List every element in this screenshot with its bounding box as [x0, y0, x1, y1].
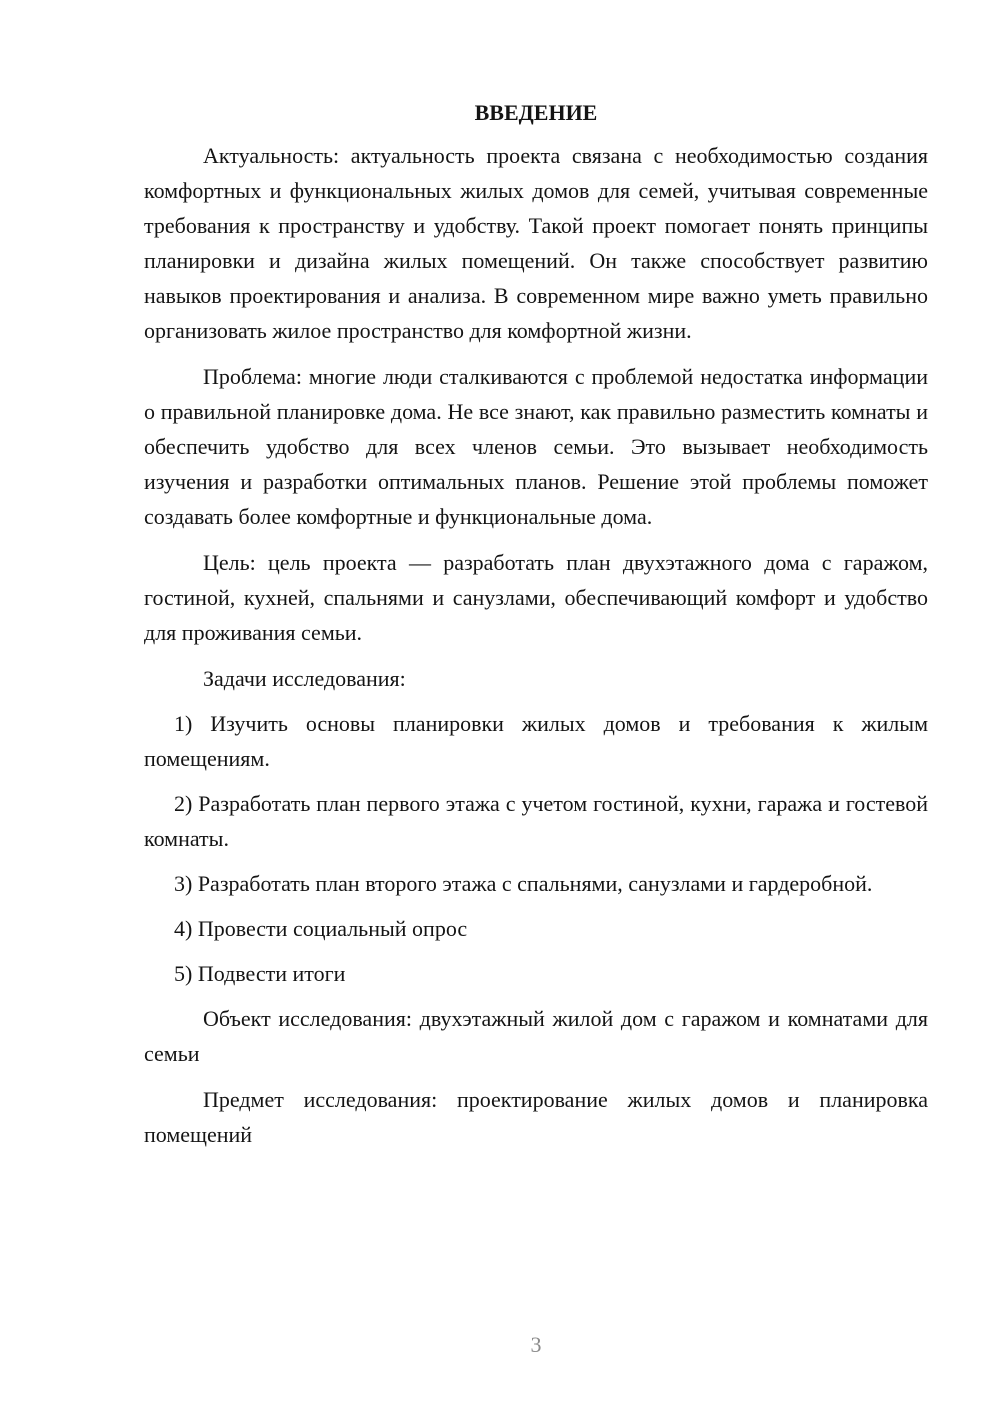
page-content [144, 95, 928, 1163]
section-heading: ВВЕДЕНИЕ [474, 100, 598, 125]
task-item: 2) Разработать план первого этажа с учетом гостиной, кухни, гаража и гостевой комнаты. [144, 791, 928, 851]
tasks-list [144, 706, 928, 991]
relevance-paragraph: Актуальность: актуальность проекта связана с необходимостью создания комфортных и функциональных жилых домов для семей, учитывая современные требования к пространству и удобству. Такой проект помогает понять принципы планировки и дизайна жилых помещений. Он также способствует развитию навыков проектирования и анализа. В современном мире важно уметь правильно организовать жилое пространство для комфортной жизни. [144, 143, 928, 343]
goal-paragraph: Цель: цель проекта — разработать план двухэтажного дома с гаражом, гостиной, кухней, спальнями и санузлами, обеспечивающий комфорт и удобство для проживания семьи. [144, 550, 928, 645]
task-item: 1) Изучить основы планировки жилых домов и требования к жилым помещениям. [144, 711, 928, 771]
object-paragraph: Объект исследования: двухэтажный жилой дом с гаражом и комнатами для семьи [144, 1006, 928, 1066]
page-number: 3 [530, 1332, 542, 1357]
problem-paragraph: Проблема: многие люди сталкиваются с проблемой недостатка информации о правильной планировке дома. Не все знают, как правильно разместить комнаты и обеспечить удобство для всех членов семьи. Это вызывает необходимость изучения и разработки оптимальных планов. Решение этой проблемы поможет создавать более комфортные и функциональные дома. [144, 364, 928, 529]
subject-paragraph: Предмет исследования: проектирование жилых домов и планировка помещений [144, 1087, 928, 1147]
task-item: 5) Подвести итоги [174, 961, 346, 986]
task-item: 4) Провести социальный опрос [174, 916, 468, 941]
tasks-title: Задачи исследования: [203, 666, 406, 691]
task-item: 3) Разработать план второго этажа с спальнями, санузлами и гардеробной. [174, 871, 873, 896]
